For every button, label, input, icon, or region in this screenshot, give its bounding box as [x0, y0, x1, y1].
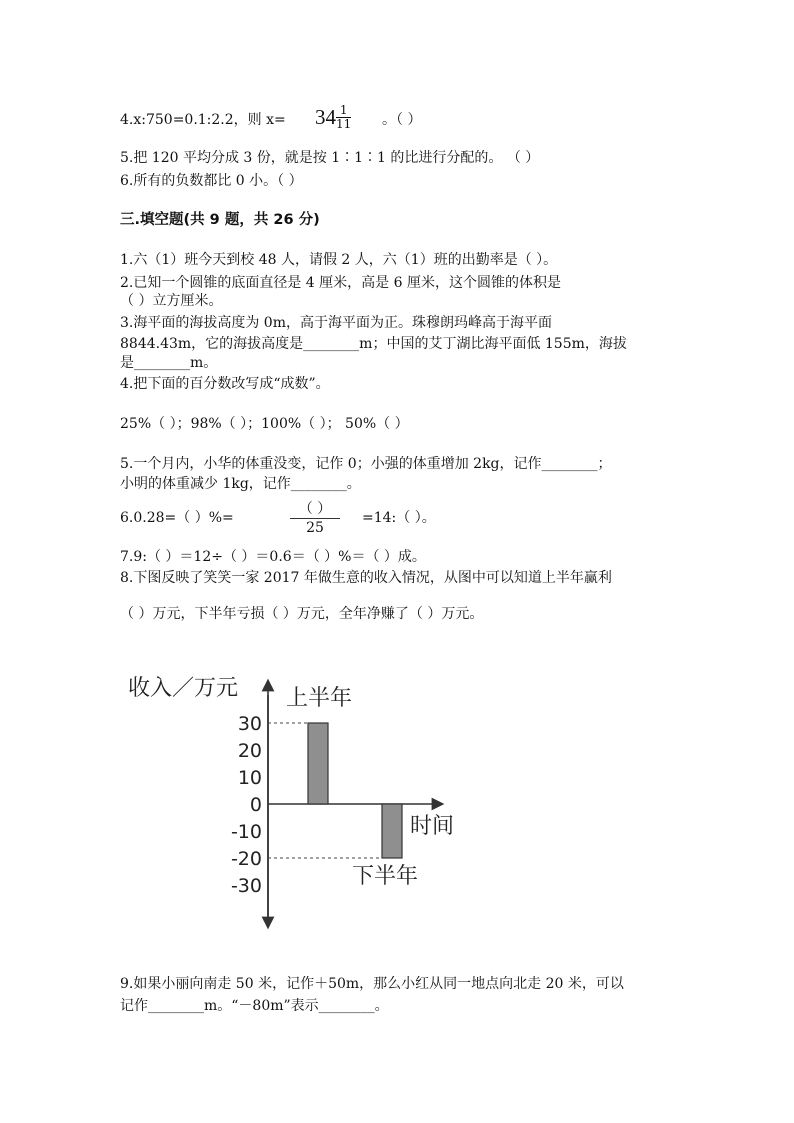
bar-second-half: [382, 804, 402, 858]
judge-item-4-suffix: 。（ ）: [382, 112, 422, 128]
question-2-line2: （ ）立方厘米。: [120, 293, 223, 309]
category-label: 下半年: [352, 864, 419, 889]
question-7: 7.9:（ ）＝12÷（ ）＝0.6＝（ ）%＝（ ）成。: [120, 549, 426, 565]
question-5-line2: 小明的体重减少 1kg，记作________。: [120, 476, 361, 492]
y-tick-label: -20: [230, 848, 262, 870]
y-tick-label: 20: [237, 740, 262, 762]
question-8-line1: 8.下图反映了笑笑一家 2017 年做生意的收入情况，从图中可以知道上半年赢利: [120, 570, 612, 586]
question-6-part1: 6.0.28=（ ）%=: [120, 510, 234, 526]
question-1: 1.六（1）班今天到校 48 人，请假 2 人，六（1）班的出勤率是（ ）。: [120, 252, 558, 268]
question-5-line1: 5.一个月内，小华的体重没变，记作 0；小强的体重增加 2kg，记作________；: [120, 456, 612, 472]
answer-denominator: 11: [336, 117, 352, 131]
question-9-line1: 9.如果小丽向南走 50 米，记作＋50m，那么小红从同一地点向北走 20 米，可以: [120, 976, 624, 992]
answer-numerator: 1: [336, 104, 351, 118]
question-3-line1: 3.海平面的海拔高度为 0m，高于海平面为正。珠穆朗玛峰高于海平面: [120, 315, 552, 331]
fraction-denominator: 25: [306, 520, 324, 536]
question-3-line2: 8844.43m，它的海拔高度是________m；中国的艾丁湖比海平面低 155m，海拔: [120, 336, 627, 352]
section-title: 三.填空题(共 9 题，共 26 分): [120, 212, 320, 228]
income-chart: [120, 655, 480, 930]
question-2-line1: 2.已知一个圆锥的底面直径是 4 厘米，高是 6 厘米，这个圆锥的体积是: [120, 275, 561, 291]
question-4-options: 25%（ ）；98%（ ）；100%（ ）； 50%（ ）: [120, 416, 409, 432]
y-axis-label: 收入／万元: [128, 676, 239, 701]
x-axis-label: 时间: [410, 814, 455, 839]
question-3-line3: 是________m。: [120, 355, 218, 371]
category-label: 上半年: [286, 686, 353, 711]
y-tick-label: 30: [237, 713, 262, 735]
y-tick-label: -30: [230, 875, 262, 897]
question-9-line2: 记作________m。“－80m”表示________。: [120, 998, 389, 1014]
question-6-fraction: [290, 500, 340, 537]
question-4: 4.把下面的百分数改写成“成数”。: [120, 376, 330, 392]
bar-first-half: [308, 723, 328, 804]
y-tick-label: 0: [249, 794, 262, 816]
judge-item-4-answer: [315, 104, 351, 131]
judge-item-6: 6.所有的负数都比 0 小。（ ）: [120, 173, 303, 189]
question-8-line2: （ ）万元，下半年亏损（ ）万元，全年净赚了（ ）万元。: [120, 606, 484, 622]
y-tick-label: 10: [237, 767, 262, 789]
answer-integer: 34: [315, 105, 336, 129]
y-tick-label: -10: [230, 821, 262, 843]
income-chart-svg: [120, 655, 480, 930]
question-6-part2: =14:（ ）。: [362, 510, 436, 526]
judge-item-4: [120, 110, 286, 130]
judge-item-5: 5.把 120 平均分成 3 份，就是按 1∶1∶1 的比进行分配的。 （ ）: [120, 150, 540, 166]
fraction-numerator: （ ）: [290, 500, 340, 519]
judge-item-4-prefix: 4.x:750=0.1:2.2，则 x=: [120, 112, 286, 128]
